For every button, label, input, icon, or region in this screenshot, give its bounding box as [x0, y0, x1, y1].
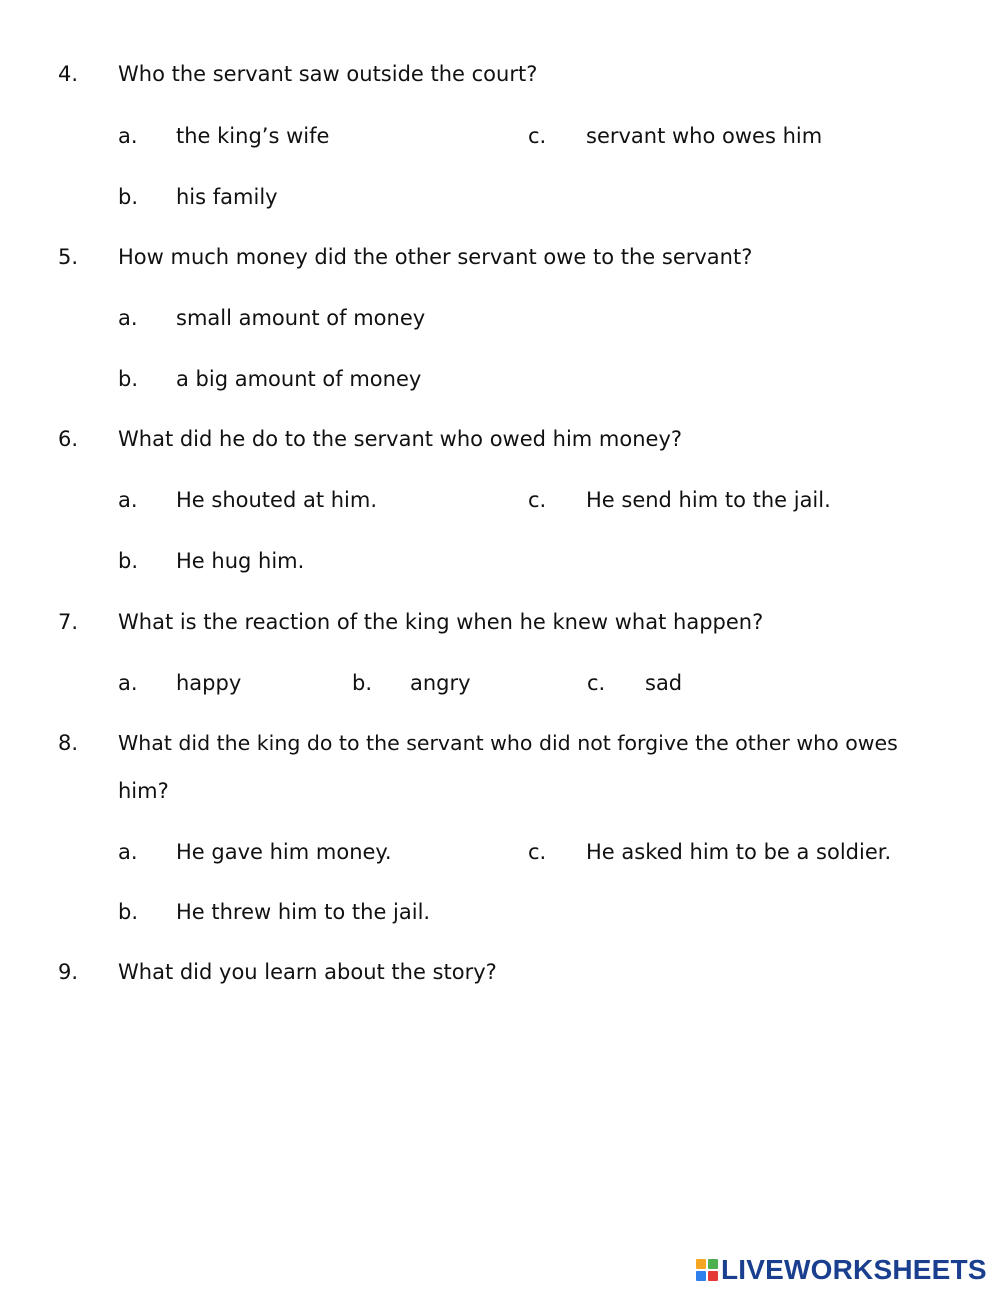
option-letter: c.	[528, 124, 547, 148]
option-letter: b.	[118, 367, 139, 391]
liveworksheets-logo	[696, 1256, 987, 1284]
option-text: He shouted at him.	[176, 488, 378, 512]
question-text-continued: him?	[118, 779, 169, 803]
question-text: What is the reaction of the king when he knew what happen?	[118, 610, 764, 634]
option-letter: b.	[118, 185, 139, 209]
logo-text: LIVEWORKSHEETS	[721, 1254, 987, 1285]
logo-block-e	[708, 1271, 718, 1281]
question-number: 8.	[58, 731, 79, 755]
option-letter: a.	[118, 671, 138, 695]
option-text: He threw him to the jail.	[176, 900, 431, 924]
question-number: 6.	[58, 427, 79, 451]
option-text: his family	[176, 185, 278, 209]
logo-blocks-icon	[696, 1259, 718, 1281]
question-text: Who the servant saw outside the court?	[118, 62, 538, 86]
option-letter: c.	[528, 488, 547, 512]
option-text: He gave him money.	[176, 840, 392, 864]
question-number: 7.	[58, 610, 79, 634]
question-text: What did you learn about the story?	[118, 960, 497, 984]
option-letter: b.	[118, 900, 139, 924]
option-text: He asked him to be a soldier.	[586, 840, 892, 864]
option-letter: a.	[118, 840, 138, 864]
option-letter: c.	[587, 671, 606, 695]
option-text: He hug him.	[176, 549, 305, 573]
logo-block-l	[696, 1259, 706, 1269]
option-text: He send him to the jail.	[586, 488, 831, 512]
option-text: sad	[645, 671, 683, 695]
question-number: 4.	[58, 62, 79, 86]
option-letter: b.	[118, 549, 139, 573]
option-letter: a.	[118, 488, 138, 512]
option-text: small amount of money	[176, 306, 426, 330]
question-text: What did he do to the servant who owed him money?	[118, 427, 683, 451]
question-number: 5.	[58, 245, 79, 269]
option-text: angry	[410, 671, 471, 695]
option-letter: a.	[118, 306, 138, 330]
option-text: the king’s wife	[176, 124, 330, 148]
question-text: What did the king do to the servant who did not forgive the other who owes	[118, 731, 898, 755]
option-letter: b.	[352, 671, 373, 695]
option-text: a big amount of money	[176, 367, 422, 391]
logo-block-i	[708, 1259, 718, 1269]
option-letter: c.	[528, 840, 547, 864]
option-letter: a.	[118, 124, 138, 148]
logo-block-v	[696, 1271, 706, 1281]
question-text: How much money did the other servant owe to the servant?	[118, 245, 753, 269]
question-number: 9.	[58, 960, 79, 984]
option-text: servant who owes him	[586, 124, 823, 148]
option-text: happy	[176, 671, 242, 695]
